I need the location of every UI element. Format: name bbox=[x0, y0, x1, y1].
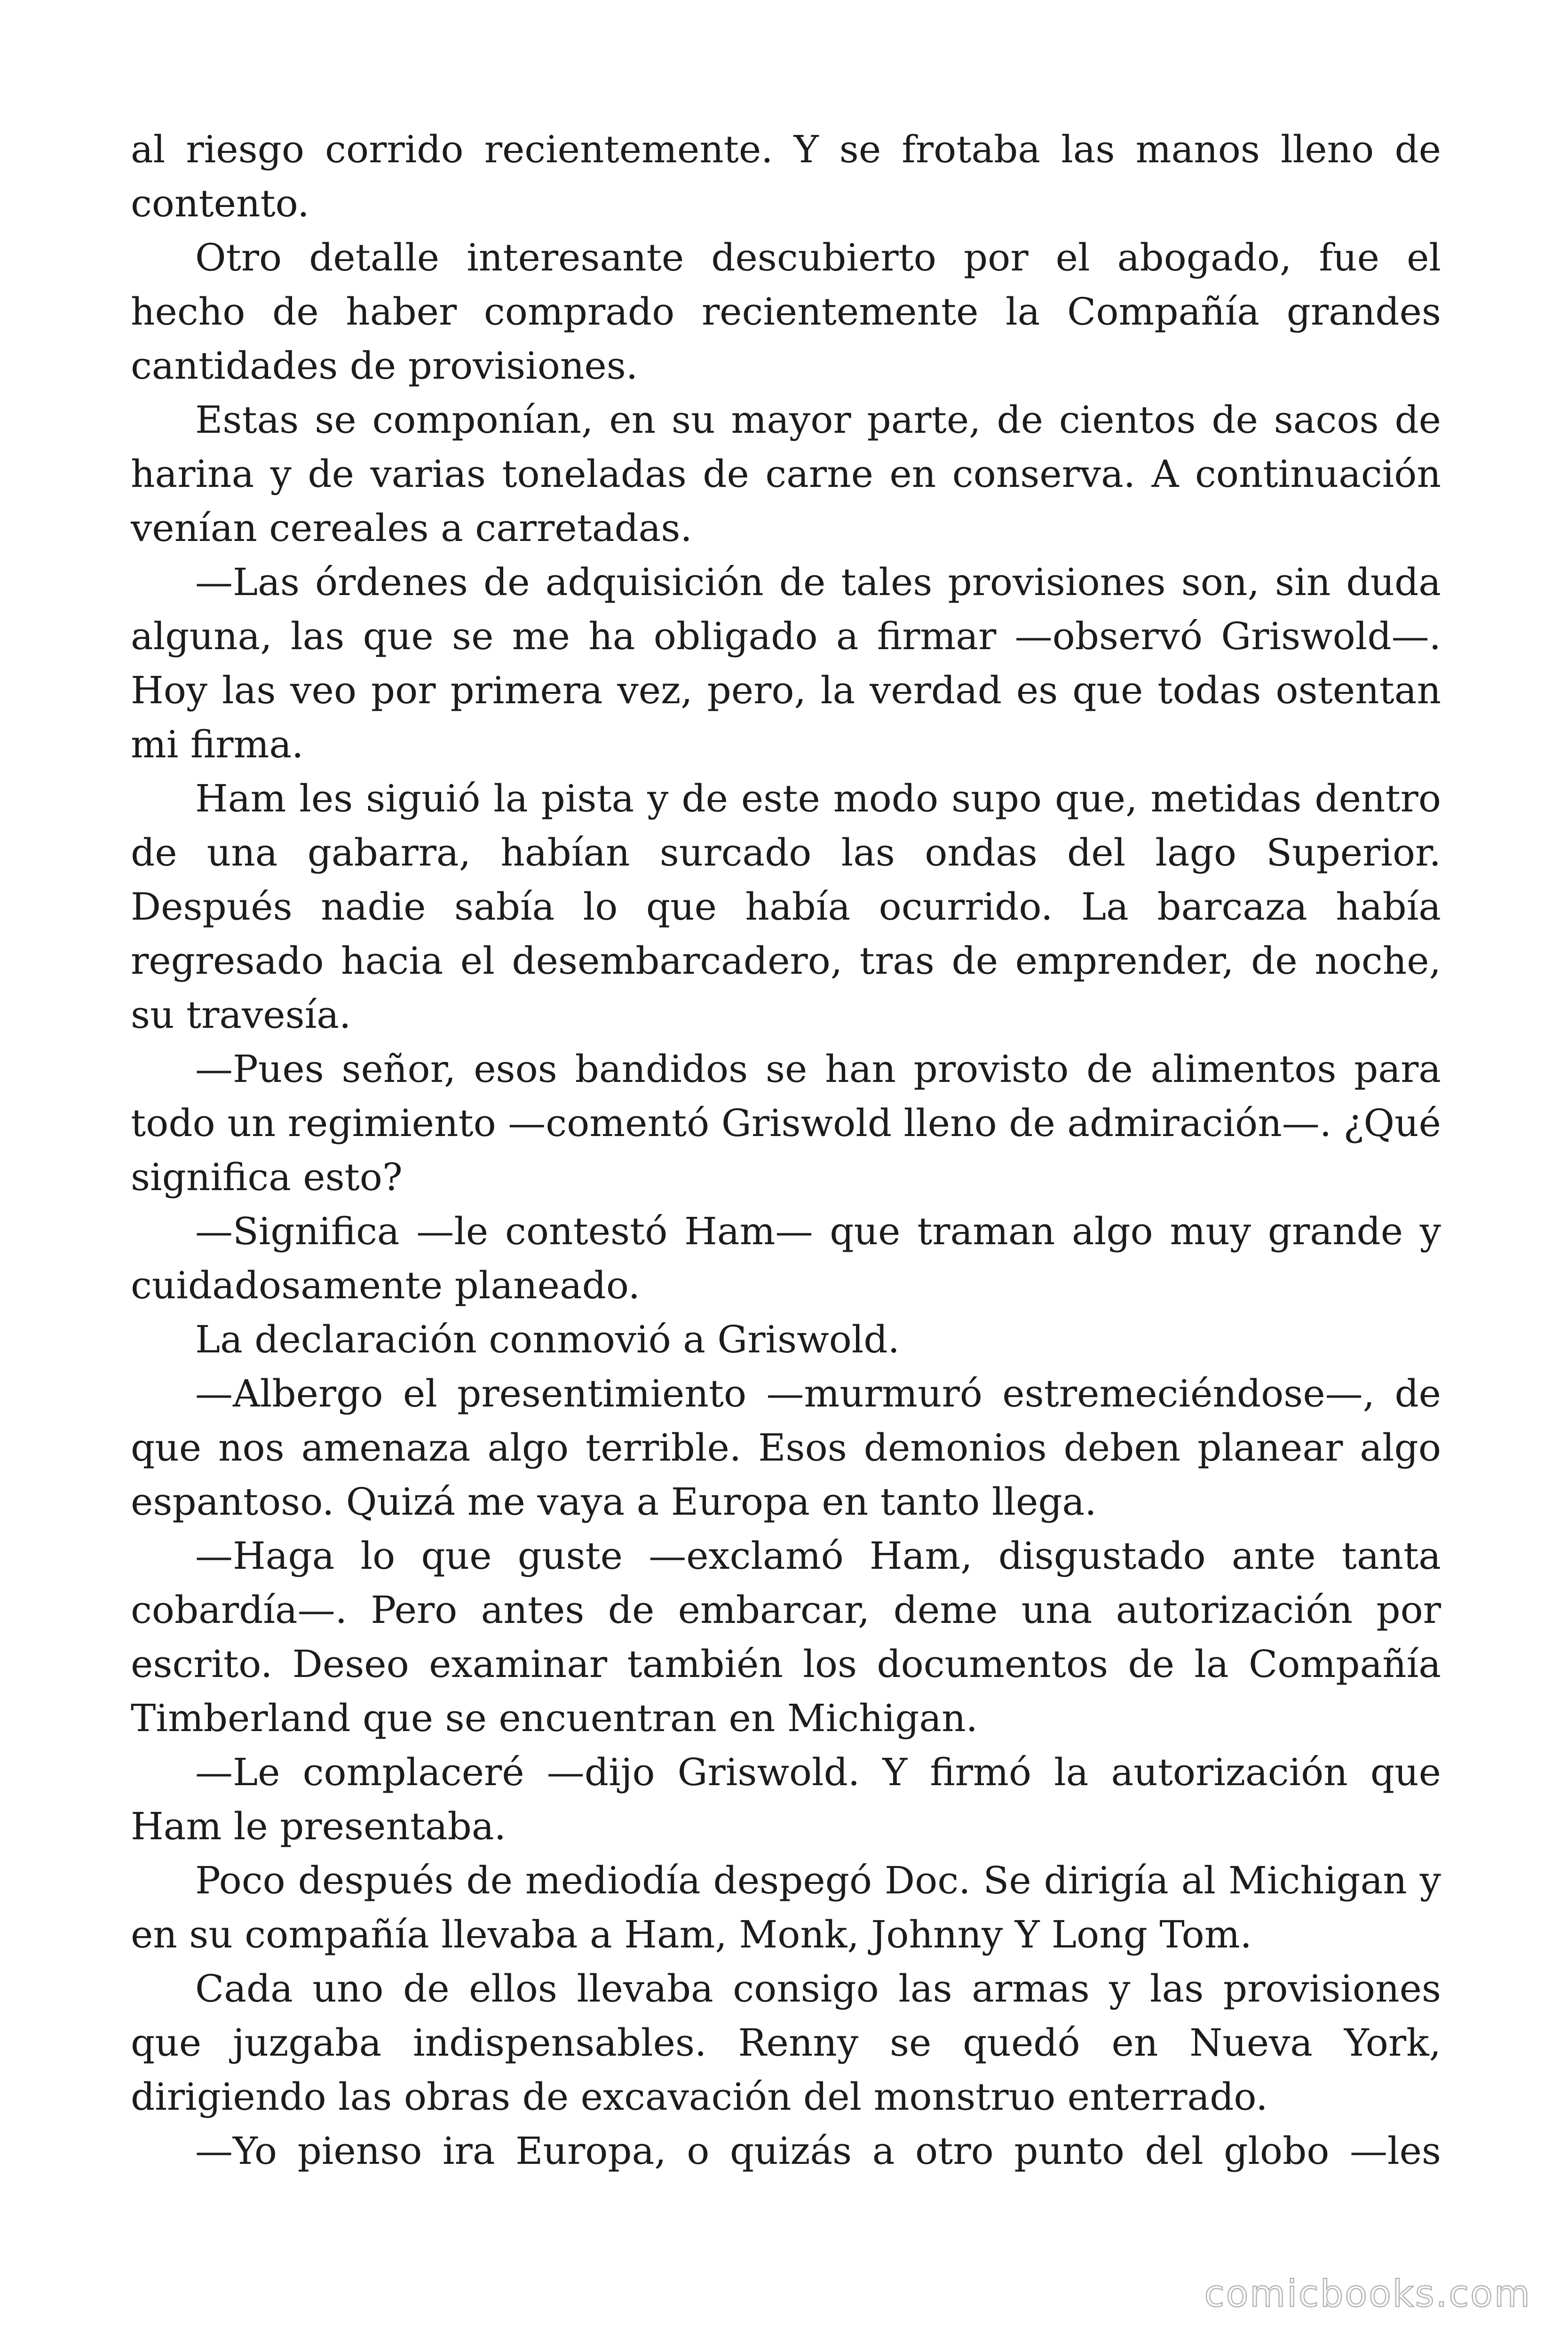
paragraph-10: —Haga lo que guste —exclamó Ham, disgustado ante tanta cobardía—. Pero antes de embarcar, deme una autorización por escrito. Deseo examinar también los documentos de la Compañía Timberland que se encuentran en Michigan. bbox=[131, 1534, 1441, 1740]
page-text bbox=[131, 122, 1441, 2178]
paragraph-1: al riesgo corrido recientemente. Y se frotaba las manos lleno de contento. bbox=[131, 127, 1441, 225]
paragraph-8: La declaración conmovió a Griswold. bbox=[195, 1318, 900, 1361]
paragraph-9: —Albergo el presentimiento —murmuró estremeciéndose—, de que nos amenaza algo terrible. Esos demonios deben planear algo espantoso. Quizá me vaya a Europa en tanto llega. bbox=[131, 1372, 1441, 1524]
paragraph-7: —Significa —le contestó Ham— que traman algo muy grande y cuidadosamente planeado. bbox=[131, 1209, 1441, 1307]
paragraph-14: —Yo pienso ira Europa, o quizás a otro punto del globo —les bbox=[195, 2129, 1441, 2173]
paragraph-13: Cada uno de ellos llevaba consigo las armas y las provisiones que juzgaba indispensables. Renny se quedó en Nueva York, dirigiendo las obras de excavación del monstruo enterrado. bbox=[131, 1967, 1441, 2119]
paragraph-5: Ham les siguió la pista y de este modo supo que, metidas dentro de una gabarra, habían surcado las ondas del lago Superior. Después nadie sabía lo que había ocurrido. La barcaza había regresado hacia el desembarcadero, tras de emprender, de noche, su travesía. bbox=[131, 777, 1441, 1037]
paragraph-6: —Pues señor, esos bandidos se han provisto de alimentos para todo un regimiento —comentó Griswold lleno de admiración—. ¿Qué significa esto? bbox=[131, 1047, 1441, 1199]
watermark: comicbooks.com bbox=[1204, 2273, 1531, 2315]
paragraph-12: Poco después de mediodía despegó Doc. Se dirigía al Michigan y en su compañía llevaba a Ham, Monk, Johnny Y Long Tom. bbox=[131, 1859, 1441, 1956]
paragraph-4: —Las órdenes de adquisición de tales provisiones son, sin duda alguna, las que se me ha obligado a firmar —observó Griswold—. Hoy las veo por primera vez, pero, la verdad es que todas ostentan mi firma. bbox=[131, 560, 1441, 766]
paragraph-11: —Le complaceré —dijo Griswold. Y firmó la autorización que Ham le presentaba. bbox=[131, 1750, 1441, 1848]
paragraph-2: Otro detalle interesante descubierto por el abogado, fue el hecho de haber comprado recientemente la Compañía grandes cantidades de provisiones. bbox=[131, 236, 1441, 388]
paragraph-3: Estas se componían, en su mayor parte, de cientos de sacos de harina y de varias toneladas de carne en conserva. A continuación venían cereales a carretadas. bbox=[131, 398, 1441, 550]
